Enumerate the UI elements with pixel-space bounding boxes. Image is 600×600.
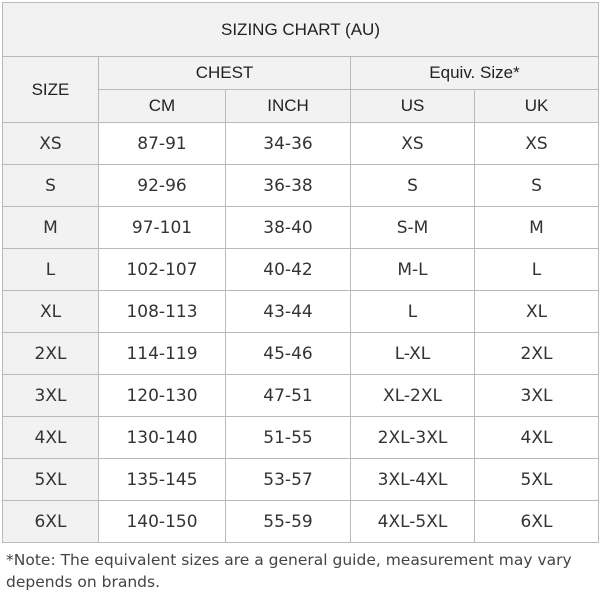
- table-row: [3, 417, 599, 459]
- cm-cell: 135-145: [99, 459, 226, 501]
- equiv-size-header: Equiv. Size*: [351, 57, 599, 90]
- inch-cell: 38-40: [226, 207, 351, 249]
- table-row: [3, 501, 599, 543]
- uk-cell: 6XL: [475, 501, 599, 543]
- us-cell: L-XL: [351, 333, 475, 375]
- size-cell: S: [3, 165, 99, 207]
- table-row: [3, 333, 599, 375]
- table-row: [3, 207, 599, 249]
- us-cell: XL-2XL: [351, 375, 475, 417]
- inch-cell: 45-46: [226, 333, 351, 375]
- uk-header: UK: [475, 90, 599, 123]
- uk-cell: 4XL: [475, 417, 599, 459]
- size-cell: 3XL: [3, 375, 99, 417]
- us-cell: 3XL-4XL: [351, 459, 475, 501]
- size-cell: L: [3, 249, 99, 291]
- uk-cell: L: [475, 249, 599, 291]
- cm-cell: 140-150: [99, 501, 226, 543]
- size-cell: XS: [3, 123, 99, 165]
- us-cell: XS: [351, 123, 475, 165]
- cm-cell: 108-113: [99, 291, 226, 333]
- us-cell: S-M: [351, 207, 475, 249]
- cm-cell: 97-101: [99, 207, 226, 249]
- cm-cell: 87-91: [99, 123, 226, 165]
- sizing-chart-table: [2, 2, 599, 543]
- uk-cell: M: [475, 207, 599, 249]
- size-cell: XL: [3, 291, 99, 333]
- us-cell: S: [351, 165, 475, 207]
- cm-header: CM: [99, 90, 226, 123]
- uk-cell: 3XL: [475, 375, 599, 417]
- cm-cell: 92-96: [99, 165, 226, 207]
- cm-cell: 130-140: [99, 417, 226, 459]
- uk-cell: XS: [475, 123, 599, 165]
- inch-header: INCH: [226, 90, 351, 123]
- us-cell: M-L: [351, 249, 475, 291]
- chest-header: CHEST: [99, 57, 351, 90]
- uk-cell: XL: [475, 291, 599, 333]
- table-row: [3, 249, 599, 291]
- uk-cell: 2XL: [475, 333, 599, 375]
- cm-cell: 102-107: [99, 249, 226, 291]
- table-row: [3, 165, 599, 207]
- chart-title: SIZING CHART (AU): [3, 3, 599, 57]
- size-cell: 5XL: [3, 459, 99, 501]
- inch-cell: 40-42: [226, 249, 351, 291]
- size-cell: 2XL: [3, 333, 99, 375]
- us-header: US: [351, 90, 475, 123]
- us-cell: 2XL-3XL: [351, 417, 475, 459]
- inch-cell: 53-57: [226, 459, 351, 501]
- uk-cell: 5XL: [475, 459, 599, 501]
- table-row: [3, 123, 599, 165]
- inch-cell: 43-44: [226, 291, 351, 333]
- table-row: [3, 375, 599, 417]
- inch-cell: 36-38: [226, 165, 351, 207]
- cm-cell: 114-119: [99, 333, 226, 375]
- footnote: *Note: The equivalent sizes are a general guide, measurement may vary depends on brands.: [6, 551, 572, 591]
- inch-cell: 55-59: [226, 501, 351, 543]
- us-cell: 4XL-5XL: [351, 501, 475, 543]
- table-row: [3, 291, 599, 333]
- uk-cell: S: [475, 165, 599, 207]
- table-row: [3, 459, 599, 501]
- size-rows: [3, 123, 599, 543]
- cm-cell: 120-130: [99, 375, 226, 417]
- inch-cell: 51-55: [226, 417, 351, 459]
- inch-cell: 47-51: [226, 375, 351, 417]
- size-cell: M: [3, 207, 99, 249]
- us-cell: L: [351, 291, 475, 333]
- inch-cell: 34-36: [226, 123, 351, 165]
- size-cell: 6XL: [3, 501, 99, 543]
- size-header: SIZE: [3, 57, 99, 123]
- size-cell: 4XL: [3, 417, 99, 459]
